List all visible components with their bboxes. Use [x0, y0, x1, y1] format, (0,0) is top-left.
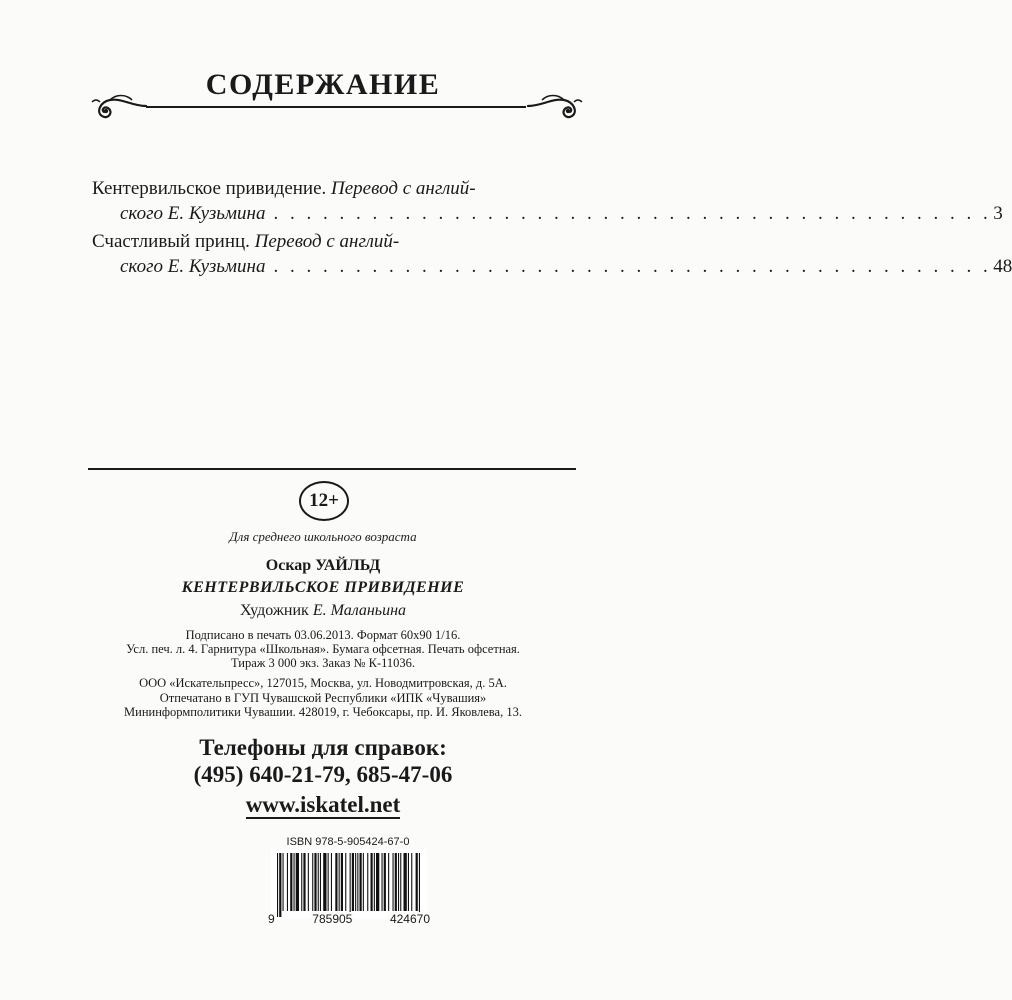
phone-numbers: (495) 640-21-79, 685-47-06 — [193, 762, 453, 787]
barcode-bar — [312, 853, 313, 911]
publisher-line: ООО «Искательпресс», 127015, Москва, ул. Новодмитровская, д. 5А. — [139, 676, 507, 690]
barcode-bar — [411, 853, 412, 911]
audience-note: Для среднего школьного возраста — [229, 529, 417, 544]
barcode-bar — [395, 853, 397, 911]
barcode-bar — [331, 853, 332, 911]
circulation-line: Тираж 3 000 экз. Заказ № К-11036. — [230, 656, 416, 670]
printing-details-line: Усл. печ. л. 4. Гарнитура «Школьная». Бумага офсетная. Печать офсетная. — [126, 642, 520, 656]
barcode-bar — [277, 853, 278, 917]
barcode-bar — [408, 853, 409, 911]
barcode-bar — [296, 853, 299, 911]
title-divider — [146, 106, 526, 108]
barcode-bar — [355, 853, 356, 911]
toc-page-number: 3 — [993, 203, 1003, 224]
barcode-bar — [376, 853, 379, 911]
barcode-digits — [266, 912, 432, 926]
barcode-bar — [303, 853, 305, 911]
toc-entry[interactable] — [92, 176, 1003, 226]
barcode-digits-left: 785905 — [312, 912, 353, 926]
printer-address-line: Мининформполитики Чувашии. 428019, г. Чебоксары, пр. И. Яковлева, 13. — [124, 705, 522, 719]
barcode-bar — [384, 853, 386, 911]
barcode-bar — [341, 853, 343, 911]
barcode-bar — [367, 853, 368, 911]
barcode-bar — [393, 853, 394, 911]
barcode-bar — [323, 853, 326, 911]
isbn-barcode — [271, 849, 427, 919]
toc-entry-title: Кентервильское привидение. — [92, 178, 327, 199]
right-flourish-ornament — [526, 92, 586, 126]
barcode-bar — [416, 853, 418, 911]
illustrator-credit — [0, 602, 646, 620]
barcode-bar — [301, 853, 302, 911]
barcode-bar — [320, 853, 321, 911]
website-link-wrapper — [0, 792, 646, 818]
toc-entry-translation-cont: ского Е. Кузьмина — [120, 203, 266, 224]
website-link[interactable]: www.iskatel.net — [245, 792, 401, 817]
toc-entry[interactable] — [92, 229, 1012, 279]
barcode-bar — [352, 853, 354, 911]
barcode-bar — [314, 853, 316, 911]
barcode-bar — [308, 853, 309, 911]
barcode-bar — [290, 853, 292, 911]
barcode-bar — [335, 853, 337, 911]
barcode-bar — [318, 853, 319, 911]
phones-label: Телефоны для справок: — [199, 735, 447, 760]
barcode-bar — [339, 853, 340, 911]
barcode-bar — [328, 853, 329, 911]
barcode-bar — [398, 853, 399, 911]
barcode-bar — [360, 853, 362, 911]
illustrator-name: Е. Маланьина — [312, 602, 407, 619]
illustrator-label: Художник — [239, 602, 309, 619]
barcode-bar — [283, 853, 284, 911]
isbn-label: ISBN 978-5-905424-67-0 — [286, 836, 410, 848]
barcode-bar — [400, 853, 401, 911]
left-flourish-ornament — [88, 92, 148, 126]
barcode-bar — [345, 853, 346, 911]
barcode-bar — [419, 853, 420, 917]
toc-entry-title: Счастливый принц. — [92, 231, 250, 252]
barcode-bar — [287, 853, 288, 911]
page-title: СОДЕРЖАНИЕ — [205, 68, 441, 101]
age-rating-badge: 12+ — [299, 481, 349, 521]
book-title: КЕНТЕРВИЛЬСКОЕ ПРИВИДЕНИЕ — [181, 579, 465, 596]
toc-leader-dots: . . . . . . . . . . . . . . . . . . . . . . . . . . . . . . . . . . . . . . . . . . . . — [273, 203, 992, 224]
barcode-bar — [294, 853, 295, 911]
barcode-bar — [363, 853, 364, 911]
toc-entry-translation: Перевод с англий- — [331, 178, 476, 199]
imprint-divider — [88, 468, 576, 470]
barcode-bar — [388, 853, 389, 911]
toc-leader-dots: . . . . . . . . . . . . . . . . . . . . . . . . . . . . . . . . . . . . . . . . . . . . — [273, 256, 992, 277]
toc-entry-translation: Перевод с англий- — [254, 231, 400, 252]
barcode-digit-first: 9 — [268, 912, 275, 926]
barcode-digits-right: 424670 — [389, 912, 430, 926]
barcode-bar — [382, 853, 383, 911]
barcode-bar — [371, 853, 373, 911]
author-name: Оскар УАЙЛЬД — [265, 557, 381, 574]
print-signed-line: Подписано в печать 03.06.2013. Формат 60x90 1/16. — [185, 628, 461, 642]
barcode-bar — [404, 853, 407, 911]
toc-page-number: 48 — [993, 256, 1012, 277]
barcode-bar — [279, 853, 281, 917]
printer-line: Отпечатано в ГУП Чувашской Республики «ИПК «Чувашия» — [159, 691, 487, 705]
barcode-bar — [374, 853, 375, 911]
barcode-bar — [357, 853, 358, 911]
toc-entry-translation-cont: ского Е. Кузьмина — [120, 256, 266, 277]
barcode-bar — [350, 853, 351, 917]
